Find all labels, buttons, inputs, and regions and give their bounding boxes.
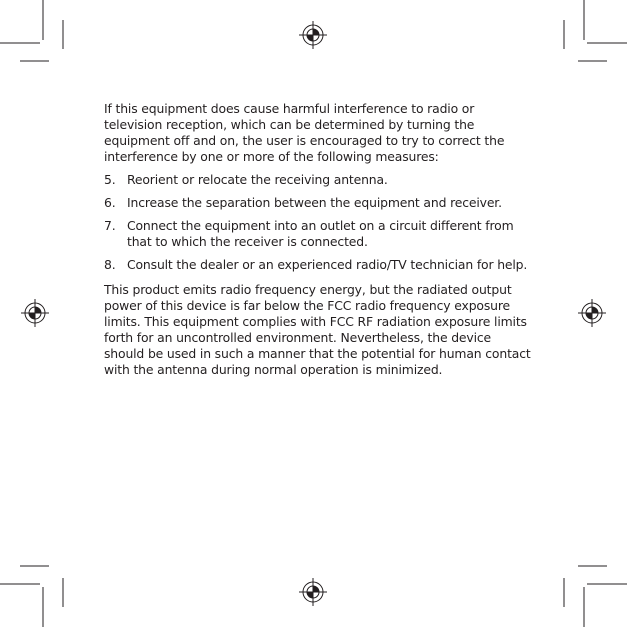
list-item-number: 8. [104, 257, 116, 272]
list-item [104, 257, 534, 273]
list-item-text: Connect the equipment into an outlet on a circuit different from that to which the receiver is connected. [127, 218, 514, 249]
document-body [104, 101, 534, 378]
registration-mark-left [21, 299, 49, 327]
registration-mark-bottom [299, 578, 327, 606]
intro-paragraph: If this equipment does cause harmful interference to radio or television reception, which can be determined by turning the equipment off and on, the user is encouraged to try to correct the interference by one or more of the following measures: [104, 101, 505, 164]
list-item-number: 5. [104, 172, 116, 187]
registration-mark-right [578, 299, 606, 327]
measures-list [104, 172, 534, 273]
list-item [104, 172, 534, 188]
list-item-text: Increase the separation between the equipment and receiver. [127, 195, 502, 210]
list-item-text: Consult the dealer or an experienced radio/TV technician for help. [127, 257, 528, 272]
list-item [104, 218, 534, 250]
list-item [104, 195, 534, 211]
rf-exposure-paragraph: This product emits radio frequency energy, but the radiated output power of this device is far below the FCC radio frequency exposure limits. This equipment complies with FCC RF radiation exposure limits forth for an uncontrolled environment. Nevertheless, the device should be used in such a manner that the potential for human contact with the antenna during normal operation is minimized. [104, 282, 531, 377]
list-item-number: 7. [104, 218, 116, 233]
registration-mark-top [299, 21, 327, 49]
list-item-number: 6. [104, 195, 116, 210]
list-item-text: Reorient or relocate the receiving antenna. [127, 172, 388, 187]
